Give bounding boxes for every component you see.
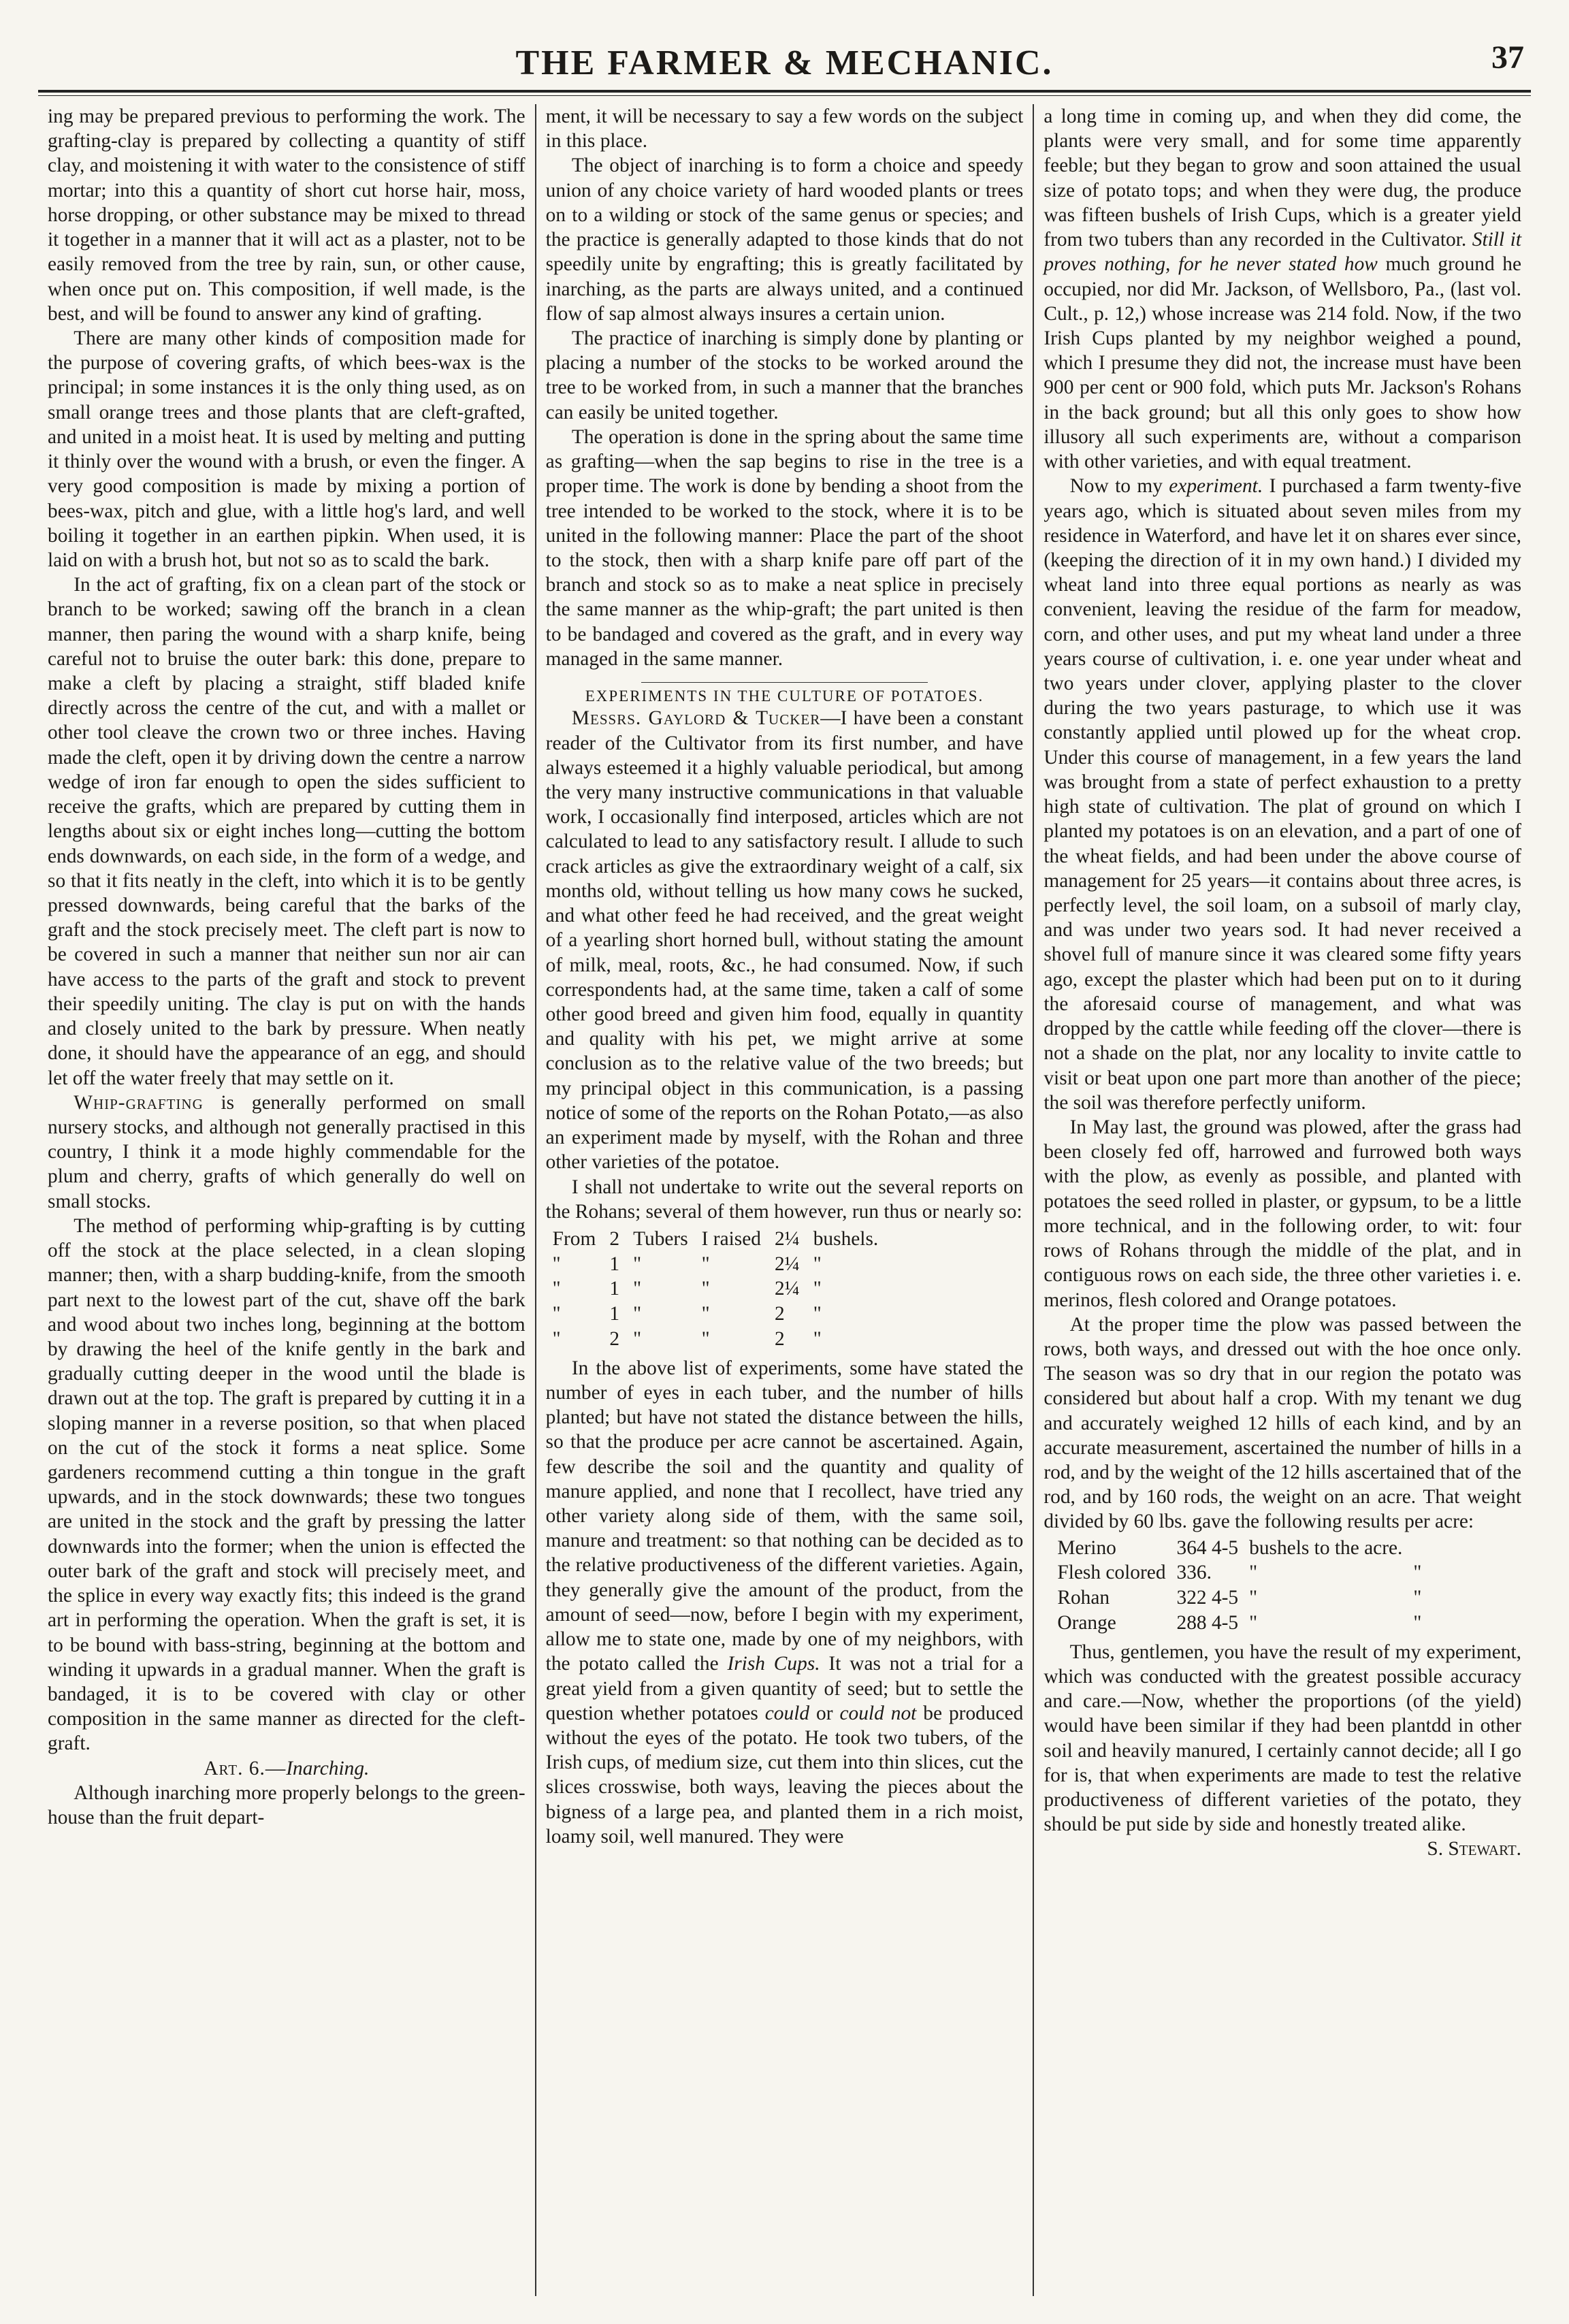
paragraph-text: I purchased a farm twenty-five years ago, which is situated about seven miles from my residence in Waterford, and have let it on shares ever since, (keeping the direction of it in my own hand.) I divided my wheat land into three equal portions as nearly as was convenient, leaving the residue of the farm for meadow, corn, and other uses, and put my wheat land under a three years course of cultivation, i. e. one year under wheat and two years under clover, applying plaster to the clover during the two years pasturage, to which use it was constantly applied until plowed up for the wheat crop. Under this course of management, in a few years the land was brought from a state of perfect exhaustion to a pretty high state of cultivation. The plat of ground on which I planted my potatoes is on an elevation, and a part of one of the wheat fields, and had been under the above course of management for 25 years—it contains about three acres, is perfectly level, the soil loam, on a subsoil of marly clay, and was under two years sod. It had never received a shovel full of manure since it was cleared some fifty years ago, except the plaster which had been put on to it during the aforesaid course of management, and what was dropped by the cattle while feeding off the clover—there is not a shade on the plat, nor any locality to invite cattle to visit or beat upon one part more than another of the piece; the soil was therefore perfectly uniform. xyxy=(1044,475,1522,1114)
paragraph xyxy=(1044,104,1521,474)
table-cell: bushels to the acre. xyxy=(1249,1536,1403,1559)
tuber-row xyxy=(546,1327,886,1352)
table-cell: 2¼ xyxy=(774,1227,800,1250)
paragraph: There are many other kinds of composition made for the purpose of covering grafts, of which bees-wax is the principal; in some instances it is the only thing used, as on small orange trees and those plants that are cleft-grafted, and united in a moist heat. It is used by melting and putting it thinly over the wound with a brush, or even the finger. A very good composition is made by mixing a portion of bees-wax, pitch and glue, with a little hog's lard, and well boiling it together in an earthen pipkin. When used, it is laid on with a brush hot, but not so as to scald the bark. xyxy=(48,327,525,571)
table-cell: Orange xyxy=(1057,1611,1116,1634)
table-cell: " xyxy=(552,1253,561,1275)
paragraph: The object of inarching is to form a choice and speedy union of any choice variety of hard wooded plants or trees on to a wilding or stock of the same genus or species; and the practice is generally adapted to those kinds that do not speedily unite by engrafting; this is greatly facilitated by inarching, as the parts are always united, and a continued flow of sap almost always insures a certain union. xyxy=(545,155,1024,325)
table-cell: " xyxy=(701,1253,710,1275)
table-cell: 2 xyxy=(774,1327,785,1350)
table-cell: 322 4-5 xyxy=(1176,1587,1239,1609)
table-cell: 336. xyxy=(1176,1562,1212,1584)
table-cell: 2¼ xyxy=(774,1253,800,1275)
paragraph: The method of performing whip-grafting is by cutting off the stock at the place selected, in a clean sloping manner; then, with a sharp budding-knife, from the smooth part next to the lowest part of the cut, shave off the bark and wood about two inches long, beginning at the bottom by drawing the heel of the knife gently in the bark and gradually cutting deeper in the wood until the blade is drawn out at the top. The graft is prepared by cutting it in a sloping manner in a reverse position, so that when placed on the cut of the stock it forms a neat splice. Some gardeners recommend cutting a thin tongue in the graft upwards, and in the stock downwards; these two tongues are united in the stock and the graft by pressing the latter downwards into the former; when the union is effected the outer bark of the graft and stock will precisely meet, and the splice in every way exactly fits; this indeed is the grand art in performing the operation. When the graft is set, it is to be bound with bass-string, beginning at the bottom and winding it upwards in a gradual manner. When the graft is bandaged, it is to be covered with clay or other composition in the same manner as directed for the cleft-graft. xyxy=(48,1214,525,1755)
table-cell: " xyxy=(813,1253,822,1275)
column-3 xyxy=(1034,104,1531,2296)
table-cell: " xyxy=(552,1303,561,1325)
potato-yield-table xyxy=(1057,1536,1432,1636)
table-cell: " xyxy=(552,1327,561,1350)
table-cell: 1 xyxy=(609,1253,620,1275)
table-cell: " xyxy=(813,1327,822,1350)
paragraph-text: Now to my xyxy=(1069,475,1169,498)
yield-row xyxy=(1057,1585,1432,1611)
table-cell: " xyxy=(813,1303,822,1325)
column-2 xyxy=(536,104,1033,2296)
table-cell: " xyxy=(1413,1587,1422,1609)
table-cell: Merino xyxy=(1057,1536,1116,1559)
table-cell: Flesh colored xyxy=(1057,1562,1166,1584)
article-heading xyxy=(48,1756,525,1781)
table-cell: bushels. xyxy=(813,1227,879,1250)
table-cell: " xyxy=(813,1278,822,1300)
emphasis: experiment. xyxy=(1169,475,1263,498)
article-columns xyxy=(38,104,1531,2296)
paragraph-text: much ground he occupied, nor did Mr. Jackson, of Wellsboro, Pa., (last vol. Cult., p. 12,) whose increase was 214 fold. Now, if the two Irish Cups planted by my neighbor weighed a pound, which I presume they did not, the increase must have been 900 per cent or 900 fold, which puts Mr. Jackson's Rohans in the back ground; but all this only goes to show how illusory all such experiments are, without a comparison with other varieties, and with equal treatment. xyxy=(1044,253,1522,473)
paragraph: The practice of inarching is simply done by planting or placing a number of the stocks to be worked around the tree to be worked from, in such a manner that the branches can easily be united together. xyxy=(545,327,1024,423)
tuber-row xyxy=(546,1276,886,1302)
table-cell: " xyxy=(633,1327,642,1350)
article-title: Inarching. xyxy=(286,1757,370,1779)
table-cell: " xyxy=(701,1327,710,1350)
yield-row xyxy=(1057,1560,1432,1585)
yield-row xyxy=(1057,1536,1432,1561)
table-cell: " xyxy=(633,1303,642,1325)
paragraph-text: or xyxy=(809,1702,840,1724)
table-cell: 2 xyxy=(774,1303,785,1325)
paragraph xyxy=(48,1091,525,1214)
paragraph xyxy=(546,1356,1024,1849)
paragraph: In the act of grafting, fix on a clean part of the stock or branch to be worked; sawing off the branch in a clean manner, then paring the wound with a sharp knife, being careful not to bruise the outer bark: this done, prepare to make a cleft by placing a straight, stiff bladed knife directly across the centre of the cut, and with a mallet or other tool cleave the crown two or three inches. Having made the cleft, open it by driving down the centre a narrow wedge of iron far enough to open the sides sufficient to receive the grafts, which are prepared by cutting them in lengths about six or eight inches long—cutting the bottom ends downwards, on each side, in the form of a wedge, and so that it fits neatly in the cleft, into which it is to be gently pressed downwards, being careful that the barks of the graft and the stock precisely meet. The cleft part is now to be covered in such a manner that neither sun nor air can have access to the parts of the graft and stock to prevent their speedily uniting. The clay is put on with the hands and closely united to the bark by pressure. When neatly done, it should have the appearance of an egg, and should let off the water freely that may settle on it. xyxy=(48,574,525,1089)
column-1 xyxy=(38,104,535,2296)
tuber-row xyxy=(546,1302,886,1327)
table-cell: " xyxy=(1413,1562,1422,1584)
paragraph-text: It was not a trial for a great yield from a given quantity of seed; but to settle the question whether potatoes xyxy=(545,1653,1024,1724)
table-cell: " xyxy=(1413,1611,1422,1634)
table-cell: 1 xyxy=(609,1278,620,1300)
table-cell: " xyxy=(1249,1562,1258,1584)
section-heading: EXPERIMENTS IN THE CULTURE OF POTATOES. xyxy=(585,688,984,705)
paragraph-text: is generally performed on small nursery stocks, and although not generally practised in this country, I think it a mode highly commendable for the plum and cherry, grafts of which generally do well on small stocks. xyxy=(48,1091,525,1212)
paragraph-text: In the above list of experiments, some have stated the number of eyes in each tuber, and the number of hills planted; but have not stated the distance between the hills, so that the produce per acre cannot be ascertained. Again, few describe the soil and the quantity and quality of manure applied, and none that I recollect, have tried any other variety along side of them, with the same soil, manure and treatment: so that nothing can be decided as to the relative productiveness of the different varieties. Again, they generally give the amount of the product, from the amount of seed—now, before I begin with my experiment, allow me to state one, made by one of my neighbors, with the potato called the xyxy=(545,1357,1024,1675)
page-header xyxy=(38,20,1531,83)
paragraph: Thus, gentlemen, you have the result of my experiment, which was conducted with the greatest possible accuracy and care.—Now, whether the proportions (of the yield) would have been similar if they had been plantdd in other soil and heavily manured, I certainly cannot decide; all I go for is, that when experiments are made to test the relative productiveness of different varieties of the potato, they should be put side by side and honestly treated alike. xyxy=(1044,1641,1522,1836)
table-cell: Tubers xyxy=(633,1227,688,1250)
emphasis: Still it proves nothing, for he never stated how xyxy=(1044,229,1522,276)
author-signature: S. Stewart. xyxy=(1427,1838,1522,1860)
paragraph xyxy=(546,706,1024,1174)
paragraph: ment, it will be necessary to say a few words on the subject in this place. xyxy=(545,106,1024,152)
paragraph: At the proper time the plow was passed between the rows, both ways, and dressed out with the hoe once only. The season was so dry that in our region the potato was considered but about half a crop. With my tenant we dug and accurately weighed 12 hills of each kind, and by an accurate measurement, ascertained the number of hills in a rod, and by the weight of the 12 hills ascertained that of the rod, and by 160 rods, the weight on an acre. That weight divided by 60 lbs. gave the following results per acre: xyxy=(1044,1313,1522,1533)
tuber-yield-table xyxy=(546,1227,886,1352)
table-cell: From xyxy=(552,1227,596,1250)
table-cell: " xyxy=(633,1253,642,1275)
table-cell: 288 4-5 xyxy=(1176,1611,1239,1634)
section-rule xyxy=(641,682,928,683)
page-number: 37 xyxy=(1491,39,1524,76)
table-cell: " xyxy=(701,1278,710,1300)
yield-row xyxy=(1057,1611,1432,1636)
table-cell: 2¼ xyxy=(774,1278,800,1300)
table-cell: 1 xyxy=(609,1303,620,1325)
table-cell: 364 4-5 xyxy=(1176,1536,1239,1559)
paragraph: Although inarching more properly belongs to the green-house than the fruit depart- xyxy=(48,1781,525,1829)
paragraph: ing may be prepared previous to performing the work. The grafting-clay is prepared by collecting a quantity of stiff clay, and moistening it with water to the consistence of stiff mortar; into this a quantity of short cut horse hair, moss, horse dropping, or other substance may be mixed to thread it together in a manner that it will act as a plaster, not to be easily removed from the tree by rain, sun, or other cause, when once put on. This composition, if well made, is the best, and will be found to answer any kind of grafting. xyxy=(48,106,525,325)
table-cell: " xyxy=(701,1303,710,1325)
emphasis: could not xyxy=(839,1702,917,1724)
table-cell: I raised xyxy=(701,1227,761,1250)
table-cell: 2 xyxy=(609,1227,620,1250)
table-cell: " xyxy=(1249,1587,1258,1609)
header-rule xyxy=(38,90,1531,96)
paragraph: In May last, the ground was plowed, after the grass had been closely fed off, harrowed and furrowed both ways with the plow, as evenly as possible, and planted with potatoes the seed rolled in plaster, or gypsum, to be a little more technical, and in the following order, to wit: four rows of Rohans through the middle of the plat, and in contiguous rows on each side, the three other varieties i. e. merinos, flesh colored and Orange potatoes. xyxy=(1044,1116,1522,1311)
article-label: Art. 6.— xyxy=(204,1757,287,1779)
table-cell: Rohan xyxy=(1057,1587,1110,1609)
paragraph: I shall not undertake to write out the several reports on the Rohans; several of them however, run thus or nearly so: xyxy=(545,1176,1024,1223)
paragraph xyxy=(1044,474,1521,1115)
paragraph-text: be produced without the eyes of the potato. He took two tubers, of the Irish cups, of medium size, cut them into thin slices, cut the slices crosswise, both ways, leaving the pieces about the bigness of a large pea, and planted them in a rich moist, loamy soil, well manured. They were xyxy=(545,1702,1024,1847)
tuber-row xyxy=(546,1252,886,1277)
salutation: Messrs. Gaylord & Tucker xyxy=(571,707,821,730)
emphasis: Irish Cups. xyxy=(727,1653,820,1675)
paragraph: The operation is done in the spring about the same time as grafting—when the sap begins to rise in the tree is a proper time. The work is done by bending a shoot from the tree intended to be worked to the stock, where it is to be united in the following manner: Place the part of the shoot to the stock, then with a sharp knife pare off part of the branch and stock so as to make a neat splice in precisely the same manner as the whip-graft; the part united is then to be bandaged and covered as the graft, and in every way managed in the same manner. xyxy=(545,425,1024,670)
table-cell: " xyxy=(1249,1611,1258,1634)
table-cell: " xyxy=(633,1278,642,1300)
table-cell: " xyxy=(552,1278,561,1300)
run-in-heading: Whip-grafting xyxy=(74,1091,204,1114)
tuber-row xyxy=(546,1227,886,1252)
paragraph-text: —I have been a constant reader of the Cultivator from its first number, and have always esteemed it a highly valuable periodical, but among the very many instructive communications in that valuable work, I occasionally find interposed, articles which are not calculated to lead to any satisfactory result. I allude to such crack articles as give the extraordinary weight of a calf, six months old, without telling us how many cows he sucked, and what other feed he had received, and the great weight of a yearling short horned bull, without stating the amount of milk, meal, roots, &c., he had consumed. Now, if such correspondents had, at the same time, taken a calf of some other good breed and given him food, equally in quantity and quality with his pet, we might arrive at some conclusion as to the relative value of the two breeds; but my principal object in this communication, is a passing notice of some of the reports on the Rohan Potato,—as also an experiment made by myself, with the Rohan and three other varieties of the potatoe. xyxy=(545,707,1024,1174)
table-cell: 2 xyxy=(609,1327,620,1350)
paragraph-text: a long time in coming up, and when they did come, the plants were very small, and for some time apparently feeble; but they began to grow and soon attained the usual size of potato tops; and when they were dug, the produce was fifteen bushels of Irish Cups, which is a greater yield from two tubers than any recorded in the Cultivator. xyxy=(1044,106,1522,251)
emphasis: could xyxy=(764,1702,810,1724)
masthead-title: THE FARMER & MECHANIC. xyxy=(515,44,1054,82)
